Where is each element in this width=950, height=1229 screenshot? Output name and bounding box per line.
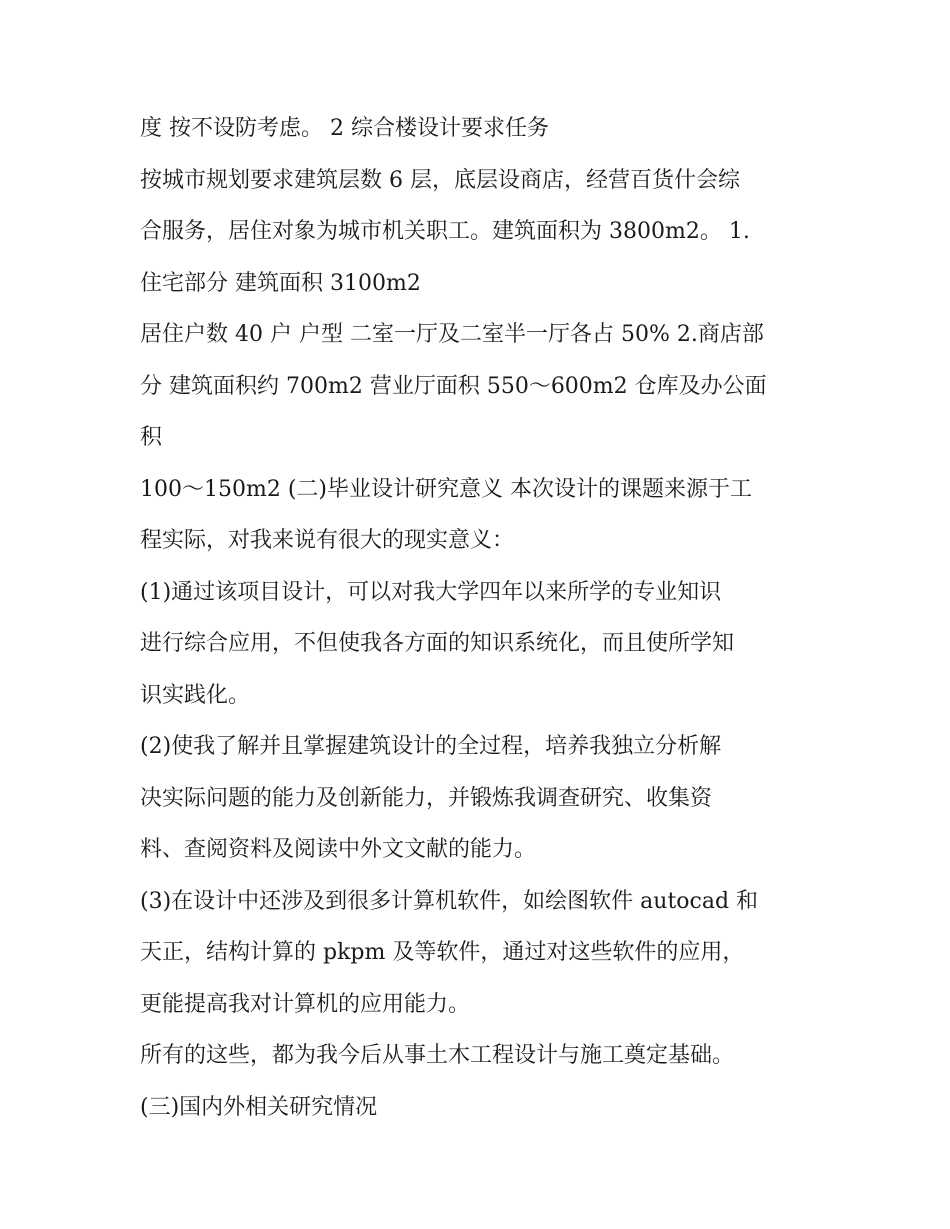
text-line: 居住户数 40 户 户型 二室一厅及二室半一厅各占 50% 2.商店部	[140, 322, 764, 347]
text-line: (3)在设计中还涉及到很多计算机软件，如绘图软件 autocad 和	[140, 888, 759, 914]
text-line: 度 按不设防考虑。 2 综合楼设计要求任务	[140, 116, 549, 141]
text-line: 分 建筑面积约 700m2 营业厅面积 550～600m2 仓库及办公面	[140, 373, 767, 399]
text-line: 100～150m2 (二)毕业设计研究意义 本次设计的课题来源于工	[140, 476, 752, 502]
text-line: 所有的这些，都为我今后从事土木工程设计与施工奠定基础。	[140, 1043, 735, 1068]
text-line: 程实际，对我来说有很大的现实意义：	[140, 528, 515, 553]
text-line: 天正，结构计算的 pkpm 及等软件，通过对这些软件的应用，	[140, 940, 745, 965]
text-line: 决实际问题的能力及创新能力，并锻炼我调查研究、收集资	[140, 785, 713, 811]
text-line: (三)国内外相关研究情况	[140, 1094, 378, 1120]
text-line: (2)使我了解并且掌握建筑设计的全过程，培养我独立分析解	[140, 734, 722, 759]
text-line: 进行综合应用，不但使我各方面的知识系统化，而且使所学知	[140, 631, 735, 656]
text-line: 按城市规划要求建筑层数 6 层，底层设商店，经营百货什会综	[140, 167, 740, 193]
document-body	[140, 103, 820, 1133]
text-line: 更能提高我对计算机的应用能力。	[140, 991, 471, 1017]
text-line: 识实践化。	[140, 682, 251, 708]
text-line: 合服务，居住对象为城市机关职工。建筑面积为 3800m2。 1.	[140, 219, 750, 244]
text-line: 积	[140, 425, 163, 450]
text-line: 料、查阅资料及阅读中外文文献的能力。	[140, 837, 537, 862]
text-line: (1)通过该项目设计，可以对我大学四年以来所学的专业知识	[140, 579, 722, 605]
text-line: 住宅部分 建筑面积 3100m2	[140, 270, 421, 296]
